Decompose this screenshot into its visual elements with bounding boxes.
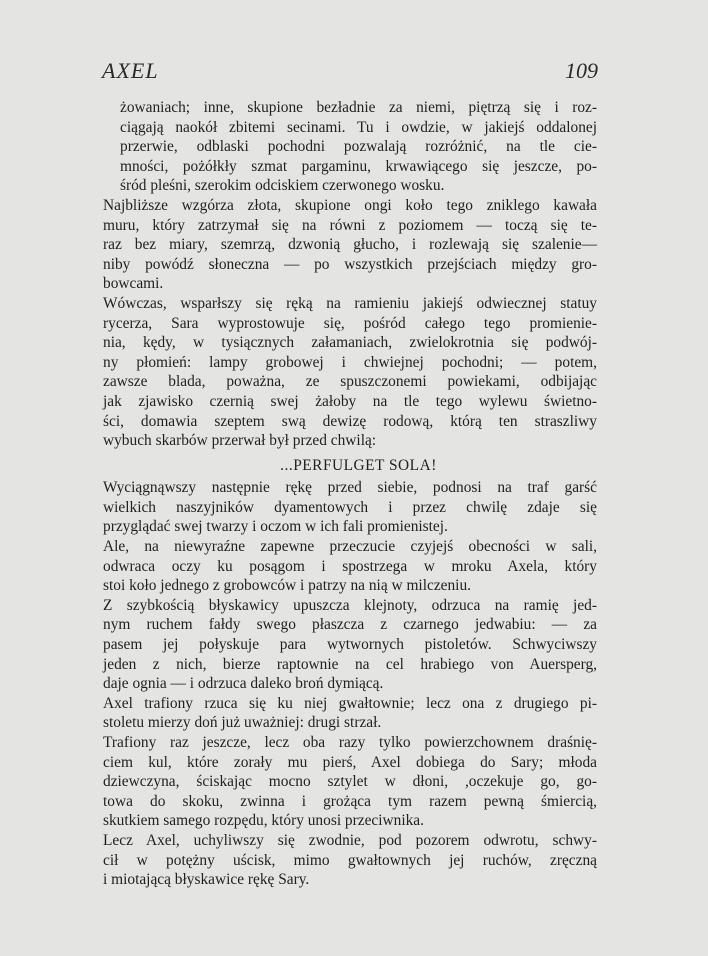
paragraph: [103, 694, 597, 733]
paragraph: [103, 733, 597, 831]
running-title: AXEL: [102, 58, 159, 83]
text-line: dziewczyna, ściskając mocno sztylet w dłoni, ,oczekuje go, go-: [103, 773, 597, 791]
text-line: ciem kul, które zorały mu pierś, Axel dobiega do Sary; młoda: [103, 753, 597, 771]
text-line: wybuch skarbów przerwał był przed chwilą:: [103, 432, 377, 450]
text-line: raz bez miary, szemrzą, dzwonią głucho, i rozlewają się szalenie—: [103, 236, 597, 254]
text-line: zawsze blada, poważna, ze spuszczonemi powiekami, odbijając: [103, 373, 597, 391]
text-line: jeden z nich, bierze raptownie na cel hrabiego von Auersperg,: [103, 655, 597, 673]
text-line: ści, domawia szeptem swą dewizę rodową, którą ten straszliwy: [103, 412, 597, 430]
text-line: rycerza, Sara wyprostowuje się, pośród całego tego promienie-: [103, 314, 597, 332]
text-line: przerwie, odblaski pochodni pozwalają rozróżnić, na tle cie-: [120, 138, 597, 156]
text-line: towa do skoku, zwinna i grożąca tym razem pewną śmiercią,: [103, 792, 597, 810]
page-number: 109: [565, 58, 598, 83]
text-line: nia, kędy, w tysiącznych załamaniach, zwielokrotnia się podwój-: [103, 334, 597, 352]
text-line: Ale, na niewyraźne zapewne przeczucie czyjejś obecności w sali,: [103, 538, 597, 556]
text-line: mności, pożółkły szmat pargaminu, krwawiącego się jeszcze, po-: [120, 157, 597, 175]
paragraph: [103, 537, 597, 596]
text-line: stoletu mierzy doń już uważniej: drugi strzał.: [103, 714, 382, 732]
text-line: daje ognia — i odrzuca daleko broń dymiącą.: [103, 675, 384, 693]
paragraph: [103, 596, 597, 694]
text-line: Lecz Axel, uchyliwszy się zwodnie, pod pozorem odwrotu, schwy-: [103, 831, 597, 849]
text-line: i miotającą błyskawice rękę Sary.: [103, 871, 310, 889]
page-body: [103, 98, 597, 890]
text-line: Najbliższe wzgórza złota, skupione ongi koło tego zniklego kawała: [103, 196, 597, 214]
running-header: [102, 58, 598, 88]
text-line: ciągają naokół zbitemi secinami. Tu i owdzie, w jakiejś oddalonej: [120, 118, 597, 136]
paragraph: [103, 831, 597, 890]
text-line: muru, który zatrzymał się na równi z poziomem — toczą się te-: [103, 216, 597, 234]
text-line: niby powódź słoneczna — po wszystkich przejściach między gro-: [103, 255, 597, 273]
text-line: cił w potężny uścisk, mimo gwałtownych jej ruchów, zręczną: [103, 851, 597, 869]
text-line: żowaniach; inne, skupione bezładnie za niemi, piętrzą się i roz-: [120, 99, 597, 116]
text-line: Wówczas, wsparłszy się ręką na ramieniu jakiejś odwiecznej statuy: [103, 294, 597, 312]
text-line: stoi koło jednego z grobowców i patrzy na nią w milczeniu.: [103, 577, 471, 595]
text-line: śród pleśni, szerokim odciskiem czerwonego wosku.: [120, 177, 445, 195]
text-line: nym ruchem fałdy swego płaszcza z czarnego jedwabiu: — za: [103, 616, 597, 634]
paragraph: [103, 478, 597, 537]
text-line: Z szybkością błyskawicy upuszcza klejnoty, odrzuca na ramię jed-: [103, 596, 597, 614]
text-line: pasem jej połyskuje para wytwornych pistoletów. Schwyciwszy: [103, 636, 597, 654]
text-line: odwraca oczy ku posągom i spostrzega w mroku Axela, który: [103, 557, 597, 575]
text-line: Trafiony raz jeszcze, lecz oba razy tylko powierzchownem draśnię-: [103, 734, 597, 751]
paragraph: [103, 196, 597, 294]
text-line: bowcami.: [103, 275, 164, 293]
paragraph: [103, 294, 597, 451]
text-line: wielkich naszyjników dyamentowych i przez chwilę zdaje się: [103, 498, 597, 516]
text-line: skutkiem samego rozpędu, który unosi przeciwnika.: [103, 812, 424, 830]
motto: ...PERFULGET SOLA!: [280, 456, 437, 474]
text-line: Axel trafiony rzuca się ku niej gwałtownie; lecz ona z drugiego pi-: [103, 694, 597, 712]
text-line: Wyciągnąwszy następnie rękę przed siebie, podnosi na traf garść: [103, 479, 597, 497]
text-line: przyglądać swej twarzy i oczom w ich fali promienistej.: [103, 518, 448, 536]
text-line: jak zjawisko czernią swej żałoby na tle tego wylewu świetno-: [103, 392, 597, 410]
text-line: ny płomień: lampy grobowej i chwiejnej pochodni; — potem,: [103, 353, 597, 371]
paragraph: [103, 98, 597, 196]
